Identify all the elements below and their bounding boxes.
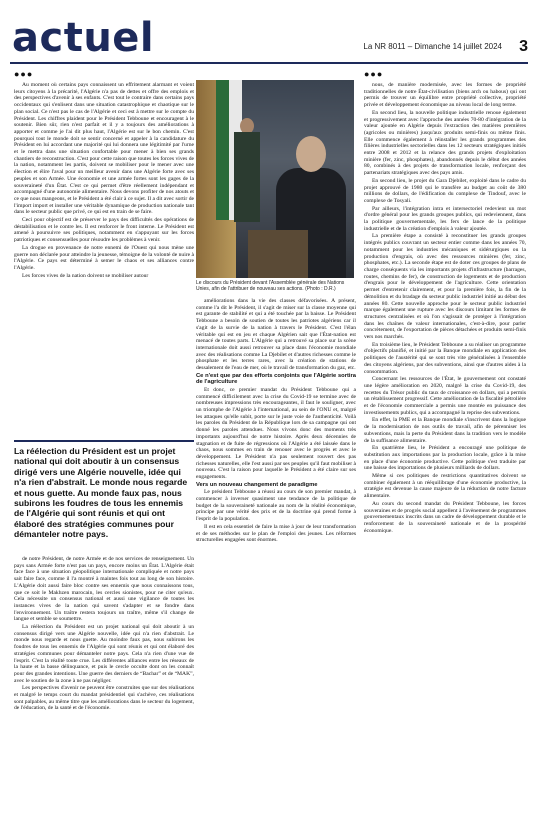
paragraph: Les perspectives d'avenir ne peuvent être construites que sur des réalisations et malgré le temps court du mandat présidentiel qui s'achève, ces réalisations sont palpables, au même titre que les améliorations dans le secteur du logement, de l'éducation, de la santé et de l'économie. xyxy=(14,685,194,712)
guard-body-shape xyxy=(234,132,260,222)
podium-shape xyxy=(248,230,308,278)
paragraph: Par ailleurs, l'intégration intra et intersectoriel redevient un mot d'ordre général pour les grands groupes publics, qui redeviennent, dans la politique gouvernementale, les fers de lance de la politique industrielle et de la création d'emplois à valeur ajoutée. xyxy=(364,205,526,232)
pull-quote-box xyxy=(14,440,194,540)
paragraph: Au cours du second mandat du Président Tebboune, les forces souveraines et de progrès social appellent à l'avènement de programmes gouvernementaux inscrits dans un cadre de développement durable et le renforcement de la souveraineté nationale et de la prospérité économique. xyxy=(364,500,526,534)
paragraph: Concernant les ressources de l'État, le gouvernement ont constaté une légère amélioration en 2020, malgré la crise du Covid-19, des recettes du Trésor public du taux de croissance en dollars, qui a permis un rétablissement progressif. Cette amélioration de la fiscalité pétrolière et de l'économie commerciale a permis une montée en puissance des investissements publics, qui a accompagné la reprise des subventions. xyxy=(364,376,526,416)
article-column-1-lower xyxy=(14,556,194,826)
paragraph: Il est en cela essentiel de faire la mise à jour de leur transformation et de ses méthodes sur le plan de l'emploi des jeunes. Les réformes structurelles engagées sont énormes. xyxy=(196,523,356,544)
paragraph: Même si ces politiques de restrictions quantitatives doivent se combiner également à un rééquilibrage d'une économie productive, la stratégie est devenue la cause majeure de la réduction de notre facture alimentaire. xyxy=(364,473,526,500)
paragraph: Les forces vives de la nation doivent se mobiliser autour xyxy=(22,272,149,279)
article-column-3 xyxy=(364,82,526,826)
president-photo xyxy=(196,80,354,278)
paragraph: améliorations dans la vie des classes défavorisées. À présent, comme l'a dit le Président, il s'agit de miser sur la classe moyenne qui est garante de stabilité et qui a été touchée par la baisse. Le Président Tebboune a besoin de soutien de toutes les patriotes algériens car il s'agit de la survie de la nation à travers le Président. C'est l'élan véritable qui est en jeu et chaque Algérien sait que l'État-nation est menacé de toutes parts. L'Algérie qui a retrouvé sa place sur la scène internationale doit aussi retrouver sa place dans l'économie mondiale avec des réalisations comme La Djebilet et d'autres richesses comme le phosphate et les terres rares, avec la création de stations de dessalement de l'eau de mer, où le travail de transformation du gaz, etc. xyxy=(196,298,356,372)
section-dots-right: ●●● xyxy=(364,69,384,79)
subheading: Ce n'est que par des efforts conjoints que l'Algérie sortira de l'agriculture xyxy=(196,372,356,386)
subheading: Vers un nouveau changement de paradigme xyxy=(196,481,318,488)
section-logo: actuel xyxy=(12,15,155,61)
page-number: 3 xyxy=(519,38,528,55)
paragraph: En troisième lieu, le Président Tebboune a su réaliser un programme d'objectifs planifié, et initié par la Banque mondiale en application des politiques de l'austérité qui se sont très vite généralisées à l'ensemble des citoyens algériens, par des subventions, ainsi que d'autres aides à la consommation. xyxy=(364,341,526,375)
paragraph: Au moment où certains pays connaissent un effritement alarmant et voient leurs citoyens à la précarité, l'Algérie n'a pas de dettes et offre des emplois et des perspectives d'avenir à ses enfants. C'est tout le contraire dans certains pays occidentaux qui s'enlisent dans une situation catastrophique et chaotique sur le plan social. Ce n'est pas le cas de l'Algérie et ceci est à mettre sur le compte du Président. Les chiffres plaident pour le Président Tebboune et encouragent à le soutenir. Bien sûr, rien n'est parfait et il y a toujours des améliorations à apporter et comme je l'ai dit plus haut, l'Algérie est sur le bon chemin. C'est pourquoi tout le monde doit se sentir concerné et appeler à la candidature du Président en lui accordant une majorité qui lui donnera une légitimité par l'urne et le mettra dans une situation confortable pour mener à bien ses grands chantiers de reconstruction. C'est pour cette raison que toutes les forces vives de la nation, notamment les partis, doivent se mobiliser pour le mener avec une élection et élire l'aval pour un meilleur avenir dans une Algérie forte avec ses peuples et son Armée. Une économie et une armée fortes sont les gages de la souveraineté d'un État. C'est ce qui permet d'être réellement indépendant et accompagné d'une autonomie alimentaire. Nous devons profiter de nos atouts et ce que nous mangeons, et le Président a été clair à ce sujet. Il a dit avec sortir de l'import import et installer une véritable dynamique de production nationale tant dans le secteur public que privé, ce qui est en train de se faire. xyxy=(14,82,194,216)
paragraph: En second lieu, la nouvelle politique industrielle renoue également et progressivement avec l'approche des années 70-80 d'intégration de la valeur ajoutée en Algérie depuis l'extraction des matières premières (agricoles ou minières) jusqu'aux produits semi-finis ou même finis. Elle commence également à réinstaller les grands programmes des filières industrielles sectorielles dans les 12 secteurs stratégiques initiés entre 2008 et 2012 et la relance des grands projets d'exploitation minière (fer, zinc, phosphates), abandonnés depuis le début des années 80, combinés à des projets de transformation locale, renforçant des partenariats stratégiques avec des pays amis. xyxy=(364,109,526,177)
page-header xyxy=(0,0,536,64)
paragraph: La première étape a consisté à reconstituer les grands groupes intégrés publics couvrant un secteur entier comme dans les années 70, notamment pour les industries mécaniques et sidérurgiques ou la production d'engrais, où avec des ressources minières (fer, zinc, phosphates, etc.). La seconde étape est de doter ces groupes de plans de charge conséquents via les importants projets d'infrastructure (barrages, routes, chemins de fer), de construction de logements et de production d'engrais pour le développement de l'agriculture. Cette orientation permet d'entretenir clairement, et pour la première fois, la fin de la démolition et du bradage du secteur public industriel initié au début des années 80. Cette nouvelle approche pour le secteur public industriel marque également une rupture avec les discours limitant les formes de structures centralisées et où l'on s'agissait de protéger à l'intégration dans les chaînes de valeur internationales, c'est-à-dire, pour parler concrètement, de l'exportation de pièces détachées et produits semi-finis vers nos marchés. xyxy=(364,233,526,341)
paragraph: Le président Tebboune a réussi au cours de son premier mandat, à commencer à inverser quasiment une tendance de la politique de budget de la souveraineté nationale au nom de la réalité économique, principe par une vérité des prix et de la doctrine qui prend forme à l'esprit de la population. xyxy=(196,489,356,523)
paragraph: En second lieu, le projet du Gara Djebilet, exploité dans le cadre du projet approuvé de 1980 qui le transfère au budget au coût de 380 millions de dollars, de l'édification du complexe de Tindouf, avec le complexe de Tosyali. xyxy=(364,177,526,204)
article-column-1 xyxy=(14,82,194,434)
paragraph: La réélection du Président est un projet national qui doit aboutir à un consensus dirigé vers une Algérie nouvelle, idée qui n'a rien d'abstrait. Le monde nous regarde et nous guette. Au moindre faux pas, nous subirons les foudres de tous les ennemis de l'Algérie qui sont réunis et qui ont élaboré des stratégies communes pour démanteler notre pays. Cela n'a rien d'une vue de l'esprit. C'est la réalité toute crue. Les différentes alliances entre les réseaux de la haute et la basse délinquance, et puis le cercle occulte dont on les connaît pour des grandes intentions. Une guerre des derniers de “Bachar” et de “MAK”, avec le soutien de la zone à ne pas négliger. xyxy=(14,624,194,684)
speaker-head-shape xyxy=(296,136,326,172)
photo-caption: Le discours du Président devant l'Assemblée générale des Nations Unies, afin de l'attribuer de nouveau ses actions. (Photo : D.R.) xyxy=(196,280,345,292)
paragraph: En effet, la PME et la Banque mondiale s'inscrivent dans la logique de la modernisation de nos outils de travail, afin de pérenniser les subventions, mais la perte du Président dans la tradition vers le modèle de la suffisance alimentaire. xyxy=(364,417,526,444)
header-rule xyxy=(10,62,528,64)
issue-line: La NR 8011 – Dimanche 14 juillet 2024 xyxy=(363,42,502,51)
paragraph: de notre Président, de notre Armée et de nos services de renseignement. Un pays sans Armée forte n'est pas un pays, encore moins un État. L'Algérie était face face à une situation géopolitique internationale compliquée et notre pays sait faire face, comme il l'a montré à maintes fois tout au long de son histoire. L'Algérie doit aussi faire bloc contre ses ennemis que nous connaissons tous, que ce soit le Makhzen marocain, les cercles sionistes, pour ne citer qu'eux. Cela nécessite un consensus national et aussi une vigilance de toutes les instances vives de la nation qui savent s'adapter et se fondre dans l'environnement. Un traître restera toujours un traître, même s'il change de langue et semble se soumettre. xyxy=(14,556,194,623)
paragraph: La drogue en provenance de notre ennemi de l'Ouest qui nous mène une guerre non déclarée pour atteindre la jeunesse, témoigne de la volonté de nuire à l'Algérie. Ce pays est déterminé à semer le chaos et ses alliances contre l'Algérie. xyxy=(14,244,194,271)
section-dots-left: ●●● xyxy=(14,69,34,79)
paragraph: Et donc, ce premier mandat du Président Tebboune qui a commencé difficilement avec la crise du Covid-19 se termine avec de nombreuses impressions très encourageantes, il faut le souligner, avec un triomphe de l'Algérie à l'international, au sein de l'ONU et, malgré les attaques qu'elle subit, porte sur le juste voie de l'authenticité. Voilà les paroles du Président de la République lors de sa campagne qui ont donné les paroles attendues. Nous vivons donc des moments très importants aujourd'hui de notre histoire. Après deux décennies de stagnation et de fuite de régressions où l'Algérie a été laissée dans le chaos, nous sommes en train de renouer avec le progrès et avec le développement. Le Président n'a pas seulement rouvert des pas richesses naturelles, elle l'est aussi par ses peuples qu'il faut mobiliser à nouveau. C'est la raison pour laquelle le Président a été claire sur ses engagements. xyxy=(196,386,356,481)
paragraph: Ceci pour objectif est de préserver le pays des difficultés des opérations de déstabilisation et le contre les. Il est renforcer le front interne. Le Président est amené à poursuivre ses politiques, notamment en s'appuyant sur les forces patriotiques et consensuelles pour résoudre les problèmes à venir. xyxy=(14,217,194,244)
paragraph: nous, de manière modernisée, avec les formes de propriété traditionnelles de notre État-civilisation (biens arch ou habous) qui ont permis de trouver un équilibre entre propriété collective, propriété privée et développement économique au niveau local de long terme. xyxy=(364,82,526,109)
pull-quote: La réélection du Président est un projet national qui doit aboutir à un consensus dirigé vers une Algérie nouvelle, idée qui n'a rien d'abstrait. Le monde nous regarde et nous guette. Au monde faux pas, nous subirons les foudres de tous les ennemis de l'Algérie qui sont réunis et qui ont élaboré des stratégies communes pour démanteler notre pays. xyxy=(14,446,188,540)
paragraph: En quatrième lieu, le Président a encouragé une politique de substitution aux importations par la production locale, grâce à la mise en place d'une économie productive. Cette politique s'est traduite par une baisse des importations de plusieurs milliards de dollars. xyxy=(364,445,526,472)
article-column-2 xyxy=(196,298,356,826)
